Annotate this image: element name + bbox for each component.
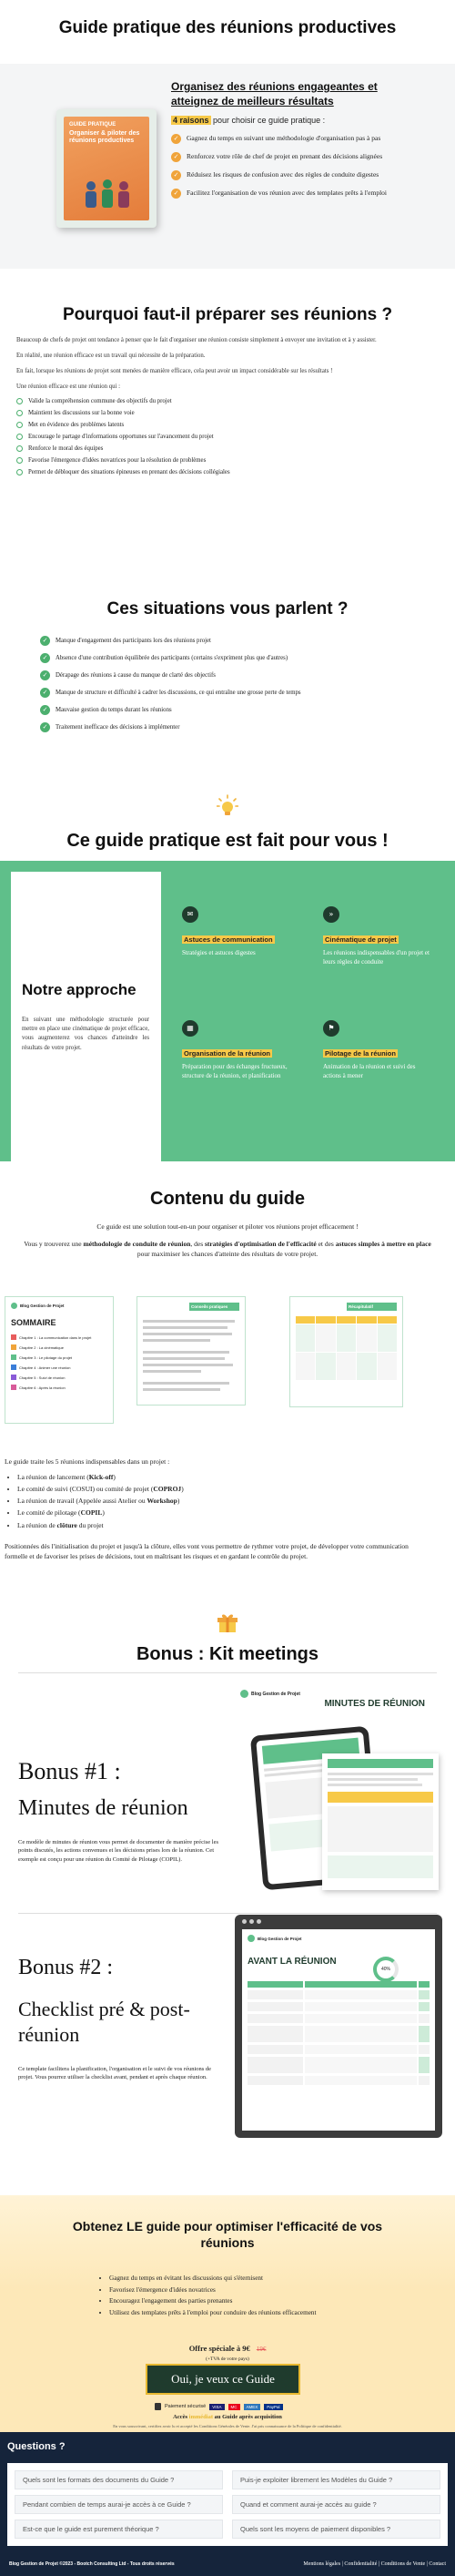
logo-icon <box>11 1303 17 1309</box>
why-section <box>0 305 455 578</box>
check-icon: ✓ <box>40 705 50 715</box>
list-item: • La réunion de clôture du projet <box>17 1519 414 1531</box>
list-item: Maintient les discussions sur la bonne voie <box>16 410 439 416</box>
check-icon: ✓ <box>40 688 50 698</box>
list-item: ✓ Renforcez votre rôle de chef de projet en prenant des décisions alignées <box>171 152 421 162</box>
footer <box>0 2552 455 2576</box>
terms-link[interactable]: Conditions de Vente <box>380 2561 426 2567</box>
gift-divider <box>0 1612 455 1649</box>
page-title: Guide pratique des réunions productives <box>58 18 397 37</box>
mastercard-icon: MC <box>228 2404 240 2410</box>
list-item: ✓ Traitement inefficace des décisions à implémenter <box>40 722 415 732</box>
situations-title: Ces situations vous parlent ? <box>106 599 349 618</box>
checklist-template-image: Blog Gestion de Projet AVANT LA RÉUNION 40% <box>235 1915 442 2138</box>
list-item: • La réunion de lancement (Kick-off) <box>17 1471 414 1483</box>
list-item: ✓ Réduisez les risques de confusion avec des règles de conduite digestes <box>171 170 421 180</box>
minutes-title: MINUTES DE RÉUNION <box>324 1699 425 1709</box>
list-item: • Le comité de suivi (COSUI) ou comité de projet (COPROJ) <box>17 1483 414 1495</box>
logo-icon <box>240 1690 248 1698</box>
minutes-template-image: Blog Gestion de Projet MINUTES DE RÉUNION <box>238 1690 443 1899</box>
logo-icon <box>248 1935 255 1942</box>
book-title: GUIDE PRATIQUE <box>69 122 116 128</box>
price-block <box>0 2339 455 2362</box>
fast-forward-icon: » <box>323 906 339 923</box>
list-item: ✓ Facilitez l'organisation de vos réunion avec des templates prêts à l'emploi <box>171 189 421 199</box>
bonus-2-title: Bonus #2 : <box>18 1956 114 1979</box>
bonus-2-subtitle: Checklist pré & post-réunion <box>18 1998 190 2046</box>
check-icon <box>16 457 23 464</box>
situations-section <box>0 599 455 763</box>
buy-guide-button[interactable]: Oui, je veux ce Guide <box>146 2364 300 2395</box>
list-item: • Le comité de pilotage (COPIL) <box>17 1507 414 1518</box>
feature-communication <box>182 906 278 958</box>
visa-icon: VISA <box>209 2404 224 2410</box>
feature-title: Astuces de communication <box>184 935 273 944</box>
hero-content <box>171 80 421 199</box>
paypal-icon: PayPal <box>264 2404 282 2410</box>
feature-text: Les réunions indispensables d'un projet et leurs règles de conduite <box>323 949 430 966</box>
check-icon <box>16 410 23 416</box>
people-illustration-icon <box>80 177 135 213</box>
old-price: 19€ <box>256 2346 267 2353</box>
bonus-2-text: Ce template facilitera la planification, l'organisation et le suivi de vos réunions de projet. Vous pourrez utiliser la checklist avant, pendant et après chaque réunion. <box>18 2066 212 2081</box>
list-item: ✓ Mauvaise gestion du temps durant les réunions <box>40 705 415 715</box>
check-icon: ✓ <box>171 189 181 199</box>
faq-question[interactable]: Puis-je exploiter librement les Modèles du Guide ? <box>232 2470 440 2489</box>
faq-question[interactable]: Pendant combien de temps aurai-je accès à ce Guide ? <box>15 2495 223 2514</box>
approach-section <box>0 861 455 1161</box>
bonus-1-subtitle: Minutes de réunion <box>18 1796 188 1820</box>
faq-question[interactable]: Quels sont les moyens de paiement disponibles ? <box>232 2520 440 2539</box>
list-item: Met en évidence des problèmes latents <box>16 422 439 428</box>
contents-intro: Ce guide est une solution tout-en-un pour organiser et piloter vos réunions projet efficacement ! <box>96 1222 359 1231</box>
calendar-icon: ▦ <box>182 1020 198 1037</box>
check-icon: ✓ <box>40 653 50 663</box>
feature-title: Organisation de la réunion <box>184 1049 271 1058</box>
price: Offre spéciale à 9€ <box>188 2344 250 2353</box>
hero-reasons <box>171 116 421 125</box>
check-icon <box>16 469 23 475</box>
approach-text: En suivant une méthodologie structurée pour mettre en place une cinématique de projet efficace, vous augmenterez vos chances d'atteindre les résultats de votre projet. <box>22 1017 149 1051</box>
feature-pilotage <box>323 1020 432 1081</box>
approach-title: Notre approche <box>22 981 136 998</box>
why-list <box>16 398 439 475</box>
list-item: ✓ Gagnez du temps en suivant une méthodologie d'organisation pas à pas <box>171 134 421 144</box>
check-icon <box>16 398 23 404</box>
chat-icon: ✉ <box>182 906 198 923</box>
guide-book-image <box>56 109 157 228</box>
check-icon: ✓ <box>40 670 50 680</box>
for-you-title: Ce guide pratique est fait pour vous ! <box>66 831 389 851</box>
contents-outro: Positionnées dès l'initialisation du projet et jusqu'à la clôture, elles vont vous permettre de rythmer votre projet, de développer votre communication formelle et de favoriser les prises de décisions, tout en maîtrisant les risques et en gardant le contrôle du projet. <box>5 1541 409 1560</box>
why-title: Pourquoi faut-il préparer ses réunions ? <box>62 305 393 324</box>
list-item: Valide la compréhension commune des objectifs du projet <box>16 398 439 404</box>
faq-question[interactable]: Quand et comment aurai-je accès au guide ? <box>232 2495 440 2514</box>
faq-section <box>0 2432 455 2552</box>
legal-note: En vous souscrivant, certifiez avoir lu et accepté les Conditions Générales de Vente. J'ai pris connaissance de la Politique de confidentialité. <box>113 2424 342 2428</box>
check-icon: ✓ <box>40 722 50 732</box>
divider <box>18 1672 437 1673</box>
page-header <box>0 0 455 55</box>
feature-cinematique <box>323 906 432 967</box>
footer-links: Mentions légales | Confidentialité | Conditions de Vente | Contact <box>303 2561 446 2567</box>
feature-text: Stratégies et astuces digestes <box>182 949 256 956</box>
list-item: ✓ Manque d'engagement des participants lors des réunions projet <box>40 636 415 646</box>
offer-section <box>0 2195 455 2432</box>
gift-icon <box>217 1612 238 1634</box>
reasons-text: pour choisir ce guide pratique : <box>210 116 326 126</box>
situations-list <box>40 636 415 732</box>
bonus-1-text: Ce modèle de minutes de réunion vous permet de documenter de manière précise les points discutés, les actions convenues et les décisions prises lors de la réunion. Cet exemple est conçu pour une réunion du Comité de Pilotage (COPIL). <box>18 1839 219 1863</box>
lightbulb-divider <box>0 794 455 831</box>
progress-ring: 40% <box>373 1957 399 1982</box>
bonus-title: Bonus : Kit meetings <box>136 1644 318 1664</box>
check-icon: ✓ <box>171 152 181 162</box>
check-icon: ✓ <box>171 170 181 180</box>
feature-organisation <box>182 1020 291 1081</box>
access-note: Accès immédiat au Guide après acquisition <box>173 2414 282 2420</box>
list-item: ✓ Dérapage des réunions à cause du manque de clarté des objectifs <box>40 670 415 680</box>
list-item: ✓ Absence d'une contribution équilibrée des participants (certains s'expriment plus que d'autres) <box>40 653 415 663</box>
faq-question[interactable]: Est-ce que le guide est purement théorique ? <box>15 2520 223 2539</box>
book-subtitle: Organiser & piloter des réunions productives <box>69 130 140 145</box>
list-item: Encourage le partage d'informations opportunes sur l'avancement du projet <box>16 434 439 440</box>
thumbnail-recap: Récapitulatif <box>289 1296 403 1407</box>
flag-icon: ⚑ <box>323 1020 339 1037</box>
book-cover <box>64 117 149 220</box>
faq-question[interactable]: Quels sont les formats des documents du Guide ? <box>15 2470 223 2489</box>
lightbulb-icon <box>217 794 238 820</box>
check-icon <box>16 445 23 452</box>
bonus-header <box>0 1644 455 1671</box>
approach-card <box>11 872 161 1161</box>
hero-heading: Organisez des réunions engageantes et atteignez de meilleurs résultats <box>171 80 378 107</box>
reasons-highlight: 4 raisons <box>173 116 209 126</box>
contents-paragraph: Vous y trouverez une méthodologie de conduite de réunion, des stratégies d'optimisation de l'efficacité et des astuces simples à mettre en place pour maximiser les chances d'atteinte des résultats de votre projet. <box>24 1240 431 1258</box>
list-item: • Favorisez l'émergence d'idées novatrices <box>109 2285 317 2296</box>
checklist-title: AVANT LA RÉUNION <box>248 1957 337 1967</box>
feature-title: Cinématique de projet <box>325 935 397 944</box>
list-item: • Utilisez des templates prêts à l'emploi pour conduire des réunions efficacement <box>109 2307 317 2319</box>
thumbnail-sommaire: Blog Gestion de Projet SOMMAIRE Chapitre 1 : La communication dans le projet Chapitre 2 : La cinématique Chapitre 3 : Le pilotage du projet Chapitre 4 : Animer une réunion Chapitre 5 : Suivi de réunion Chapitre 6 : Après la réunion <box>5 1296 114 1424</box>
tax-note: (+TVA de votre pays) <box>206 2356 249 2362</box>
hero-section <box>0 64 455 269</box>
check-icon <box>16 434 23 440</box>
offer-title: Obtenez LE guide pour optimiser l'efficacité de vos réunions <box>72 2219 383 2251</box>
bonus-2 <box>0 1915 455 2193</box>
meetings-list: Le guide traite les 5 réunions indispensables dans un projet : • La réunion de lancement (Kick-off) • Le comité de suivi (COSUI) ou comité de projet (COPROJ) • La réunion de travail (Appelée aussi Atelier ou Workshop) • Le comité de pilotage (COPIL) • La réunion de clôture du projet Positionnées dès l'initialisation du projet et jusqu'à la clôture, elles vont vous permettre de rythmer votre projet, de développer votre communication formelle et de favoriser les prises de décisions, tout en maîtrisant les risques et en gardant le contrôle du projet. <box>5 1457 414 1561</box>
lock-icon <box>155 2403 161 2410</box>
contact-link[interactable]: Contact <box>429 2561 446 2567</box>
list-item: • Gagnez du temps en évitant les discussions qui s'éternisent <box>109 2273 317 2285</box>
bonus-1 <box>0 1685 455 1904</box>
list-item: Renforce le moral des équipes <box>16 445 439 452</box>
thumbnail-title: SOMMAIRE <box>11 1318 56 1327</box>
amex-icon: AMEX <box>244 2404 261 2410</box>
legal-link[interactable]: Mentions légales <box>303 2561 341 2567</box>
check-icon <box>16 422 23 428</box>
feature-text: Animation de la réunion et suivi des actions à mener <box>323 1063 416 1079</box>
feature-title: Pilotage de la réunion <box>325 1049 396 1058</box>
document-image <box>322 1753 439 1890</box>
divider <box>18 1913 437 1914</box>
privacy-link[interactable]: Confidentialité <box>344 2561 378 2567</box>
copyright: Blog Gestion de Projet ©2023 - Bootch Consulting Ltd - Tous droits réservés <box>9 2561 175 2567</box>
payment-row <box>155 2403 283 2410</box>
check-icon: ✓ <box>40 636 50 646</box>
list-item: • Encouragez l'engagement des parties prenantes <box>109 2295 317 2307</box>
offer-benefits <box>100 2273 317 2318</box>
faq-title: Questions ? <box>7 2441 66 2452</box>
faq-list <box>7 2463 448 2546</box>
thumbnail-conseils: Conseils pratiques <box>136 1296 246 1406</box>
list-item: Permet de débloquer des situations épineuses en prenant des décisions collégiales <box>16 469 439 475</box>
list-item: Favorise l'émergence d'idées novatrices pour la résolution de problèmes <box>16 457 439 464</box>
check-icon: ✓ <box>171 134 181 144</box>
feature-text: Préparation pour des échanges fructueux, structure de la réunion, et planification <box>182 1063 288 1079</box>
hero-reason-list <box>171 134 421 199</box>
contents-title: Contenu du guide <box>150 1189 305 1209</box>
why-text: Beaucoup de chefs de projet ont tendance à penser que le fait d'organiser une réunion consiste simplement à envoyer une invitation et à y assister. En réalité, une réunion efficace est un travail qui nécessite de la préparation. En fait, lorsque les réunions de projet sont menées de manière efficace, cela peut avoir un impact considérable sur les résultats ! Une réunion efficace est une réunion qui : <box>16 337 377 390</box>
contents-section <box>0 1189 455 1608</box>
bonus-1-title: Bonus #1 : <box>18 1758 121 1784</box>
list-item: ✓ Manque de structure et difficulté à cadrer les discussions, ce qui entraîne une grosse perte de temps <box>40 688 415 698</box>
secure-label: Paiement sécurisé <box>165 2404 207 2409</box>
list-item: • La réunion de travail (Appelée aussi Atelier ou Workshop) <box>17 1495 414 1507</box>
